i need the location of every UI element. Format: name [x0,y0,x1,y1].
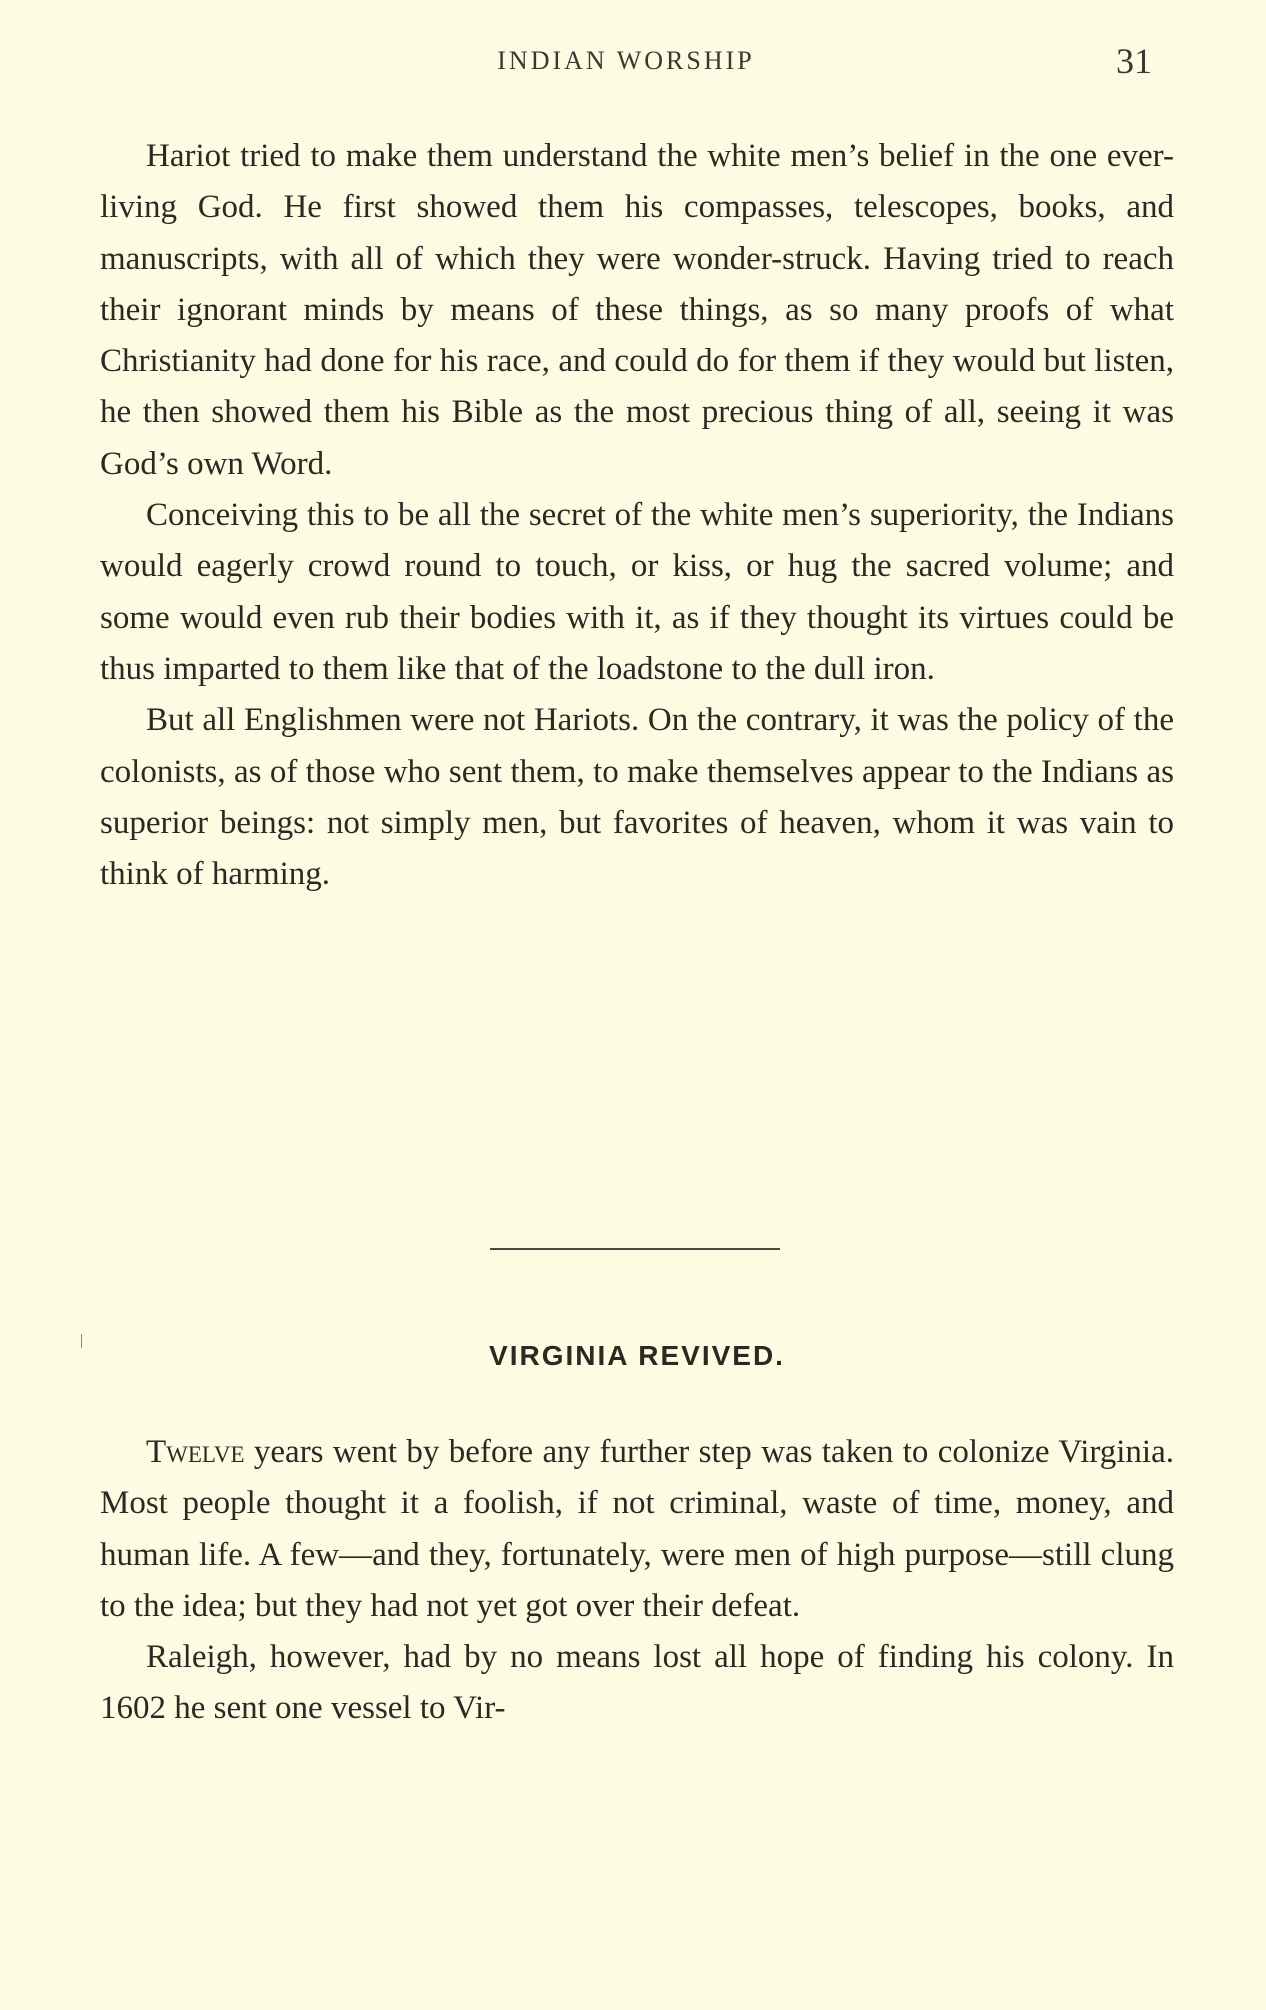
section-one-body [100,131,1174,900]
paragraph: Raleigh, however, had by no means lost all hope of finding his colony. In 1602 he sent one vessel to Vir- [100,1639,1174,1727]
paragraph-lead-word: Twelve [146,1434,245,1470]
section-two-body [100,1427,1174,1735]
paragraph: Hariot tried to make them understand the white men’s belief in the one ever-living God. He first showed them his compasses, telescopes, books, and manuscripts, with all of which they were wonder-struck. Having tried to reach their ignorant minds by means of these things, as so many proofs of what Christianity had done for his race, and could do for them if they would but listen, he then showed them his Bible as the most precious thing of all, seeing it was God’s own Word. [100,138,1174,482]
section-divider-rule [490,1248,780,1250]
page-number: 31 [1116,41,1152,81]
paragraph: Conceiving this to be all the secret of the white men’s superiority, the Indians would eagerly crowd round to touch, or kiss, or hug the sacred volume; and some would even rub their bodies with it, as if they thought its virtues could be thus imparted to them like that of the loadstone to the dull iron. [100,497,1174,687]
running-title: INDIAN WORSHIP [497,46,755,75]
print-speck [81,1334,82,1348]
paragraph [100,1427,1174,1632]
section-heading: VIRGINIA REVIVED. [489,1340,785,1371]
paragraph: But all Englishmen were not Hariots. On the contrary, it was the policy of the colonists, as of those who sent them, to make themselves appear to the Indians as superior beings: not simply men, but favorites of heaven, whom it was vain to think of harming. [100,702,1174,893]
paragraph-text: years went by before any further step was taken to colonize Virginia. Most people thought it a foolish, if not criminal, waste of time, money, and human life. A few—and they, fortunately, were men of high purpose—still clung to the idea; but they had not yet got over their defeat. [100,1434,1174,1624]
running-head [100,40,1152,90]
